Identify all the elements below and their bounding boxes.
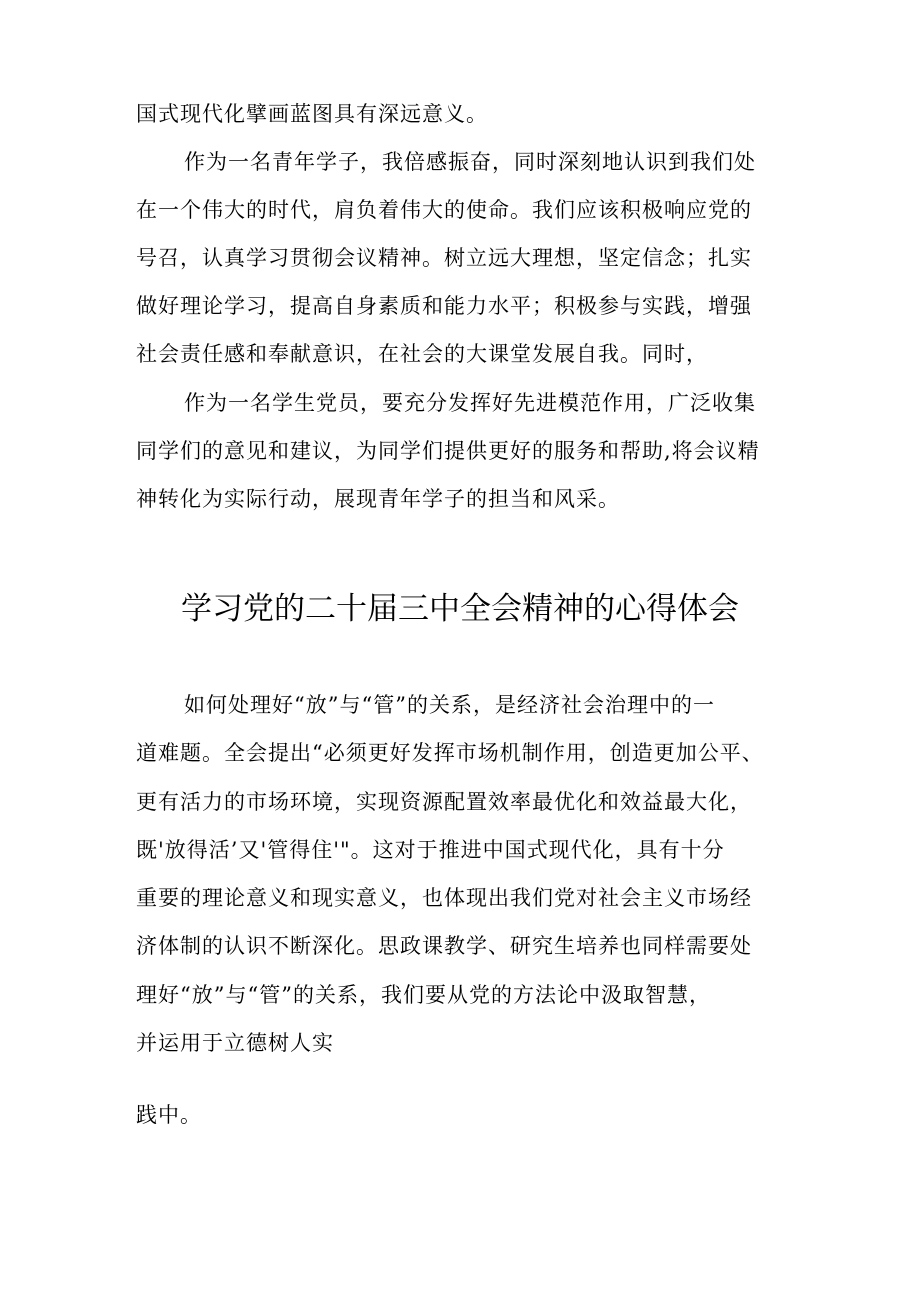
body-text-line: 神转化为实际行动，展现青年学子的担当和风采。 — [136, 487, 620, 511]
section-heading: 学习党的二十届三中全会精神的心得体会 — [181, 591, 739, 627]
body-text-line: 同学们的意见和建议，为同学们提供更好的服务和帮助,将会议精 — [136, 439, 760, 463]
body-text-line: 并运用于立德树人实 — [136, 1031, 334, 1055]
body-text-line: 做好理论学习，提高自身素质和能力水平；积极参与实践，增强 — [136, 294, 752, 318]
body-text-line: 国式现代化擘画蓝图具有深远意义。 — [136, 102, 488, 126]
paragraph-start-line: 作为一名青年学子，我倍感振奋，同时深刻地认识到我们处 — [184, 150, 756, 174]
body-text-line: 理好“放”与“管”的关系，我们要从党的方法论中汲取智慧， — [136, 983, 711, 1007]
body-text-line: 更有活力的市场环境，实现资源配置效率最优化和效益最大化， — [136, 790, 752, 814]
body-text-line: 济体制的认识不断深化。思政课教学、研究生培养也同样需要处 — [136, 934, 752, 958]
body-text-line: 践中。 — [136, 1103, 202, 1127]
paragraph-start-line: 如何处理好“放”与“管”的关系，是经济社会治理中的一 — [184, 693, 715, 717]
body-text-line: 重要的理论意义和现实意义，也体现出我们党对社会主义市场经 — [136, 886, 752, 910]
body-text-line: 社会责任感和奉献意识，在社会的大课堂发展自我。同时， — [136, 342, 708, 366]
body-text-line: 在一个伟大的时代，肩负着伟大的使命。我们应该积极响应党的 — [136, 198, 752, 222]
paragraph-start-line: 作为一名学生党员，要充分发挥好先进模范作用，广泛收集 — [184, 391, 756, 415]
body-text-line: 道难题。全会提出“必须更好发挥市场机制作用，创造更加公平、 — [136, 741, 764, 765]
body-text-line: 号召，认真学习贯彻会议精神。树立远大理想，坚定信念；扎实 — [136, 246, 752, 270]
body-text-line: 既'放得活’又'管得住'"。这对于推进中国式现代化，具有十分 — [136, 838, 725, 862]
